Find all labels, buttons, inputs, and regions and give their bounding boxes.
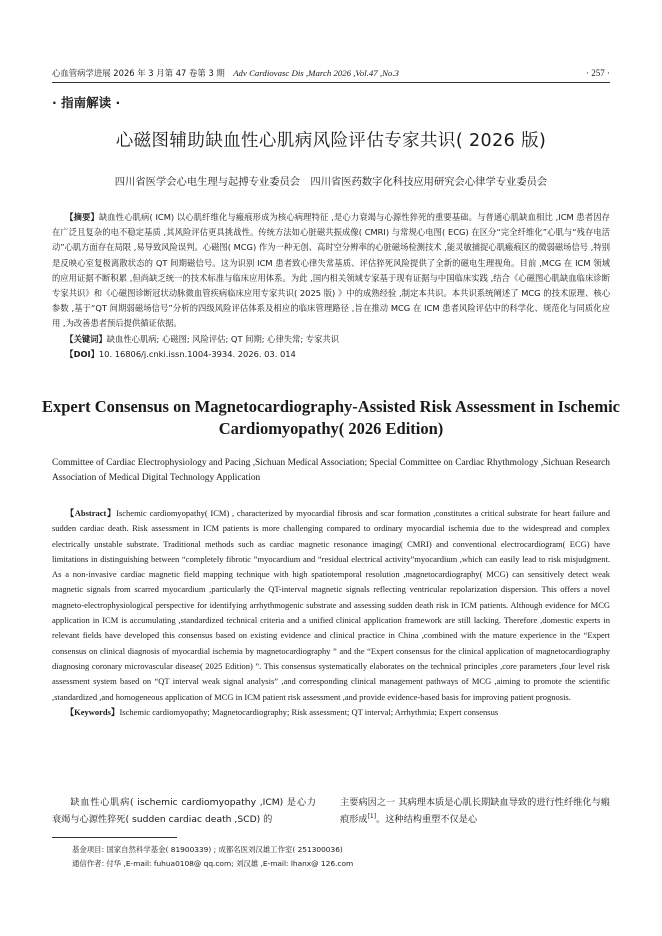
column-tag: · 指南解读 · — [52, 95, 121, 110]
page-number: · 257 · — [586, 68, 610, 78]
issue-zh: 2026 年 3 月第 47 卷第 3 期 — [113, 68, 225, 78]
body-right-text: 主要病因之一 其病理本质是心肌长期缺血导致的进行性纤维化与瘢痕形成 — [340, 797, 610, 825]
authors-zh: 四川省医学会心电生理与起搏专业委员会 四川省医药数字化科技应用研究会心律学专业委员会 — [114, 176, 548, 188]
doi-text[interactable]: 10. 16806/j.cnki.issn.1004-3934. 2026. 03. 014 — [98, 348, 296, 359]
keywords-en-tag: 【Keywords】 — [65, 706, 120, 717]
abstract-en-paragraph — [52, 506, 610, 705]
keywords-en — [52, 705, 610, 720]
abstract-zh — [52, 210, 610, 362]
footnotes — [72, 843, 353, 871]
authors-en: Committee of Cardiac Electrophysiology and Pacing ,Sichuan Medical Association; Special Committee on Cardiac Rhythmology ,Sichuan Research Association of Medical Digital Technology Application — [52, 458, 610, 483]
running-head-left — [52, 66, 399, 80]
abstract-en — [52, 506, 610, 720]
doi-tag: 【DOI】 — [65, 348, 99, 359]
body-right-after: 。这种结构重塑不仅是心 — [376, 814, 478, 825]
body-column-right — [340, 794, 610, 828]
citation-ref[interactable]: [1] — [367, 812, 377, 820]
footnote-fund: 基金项目: 国家自然科学基金( 81900339) ; 成都名医刘汉雄工作室( 251300036) — [72, 845, 343, 854]
abstract-zh-paragraph — [52, 210, 610, 332]
abstract-en-tag: 【Abstract】 — [65, 508, 117, 518]
header-rule — [52, 82, 610, 83]
keywords-zh — [52, 332, 610, 347]
keywords-en-text: Ischemic cardiomyopathy; Magnetocardiography; Risk assessment; QT interval; Arrhythmia; Expert consensus — [119, 706, 499, 717]
doi-line — [52, 347, 610, 362]
body-column-left — [52, 794, 316, 828]
title-en: Expert Consensus on Magnetocardiography-Assisted Risk Assessment in Ischemic Cardiomyopathy( 2026 Edition) — [42, 397, 620, 438]
title-zh: 心磁图辅助缺血性心肌病风险评估专家共识( 2026 版) — [115, 131, 547, 151]
body-paragraph-start: 缺血性心肌病( ischemic cardiomyopathy ,ICM) 是心力衰竭与心源性猝死( sudden cardiac death ,SCD) 的 — [52, 797, 316, 825]
keywords-zh-text: 缺血性心肌病; 心磁图; 风险评估; QT 间期; 心律失常; 专家共识 — [106, 333, 339, 344]
body-columns — [52, 794, 610, 830]
running-head — [52, 66, 610, 80]
keywords-zh-tag: 【关键词】 — [65, 333, 107, 344]
journal-name-zh: 心血管病学进展 — [52, 68, 111, 78]
abstract-zh-tag: 【摘要】 — [65, 212, 99, 222]
journal-name-en: Adv Cardiovasc Dis ,March 2026 ,Vol.47 ,No.3 — [233, 68, 399, 78]
abstract-en-text: Ischemic cardiomyopathy( ICM) , characterized by myocardial fibrosis and scar formation ,constitutes a critical substrate for heart failure and sudden cardiac death. Risk assessment in ICM patients is more challenging compared to ordinary myocardial ischemia due to the widespread and complex electrically unstable substrate. Traditional methods such as cardiac magnetic resonance imaging( CMRI) and conventional electrocardiogram( ECG) have limitations in distinguishing between “completely fibrotic ”myocardium and “residual electrical activity”myocardium ,which can easily lead to risk misjudgment. As a non-invasive cardiac magnetic field mapping technique with high spatiotemporal resolution ,magnetocardiography( MCG) can sensitively detect weak magnetic signals from scarred myocardium ,particularly the QT-interval magnetic signals reflecting ventricular repolarization dispersion. This offers a novel magneto-electrophysiological perspective for identifying arrhythmogenic substrate and assessing sudden death risk in ICM patients. Although evidence for MCG application in ICM is accumulating ,standardized technical criteria and a unified clinical application framework are still lacking. Therefore ,domestic experts in relevant fields have developed this consensus based on existing evidence and clinical practice in China ,combined with the mature experience in the “Expert consensus on clinical diagnosis of myocardial ischemia by magnetocardiography ” and the “Expert consensus for the clinical application of magnetocardiography diagnosing coronary microvascular disease( 2025 Edition) ”. This consensus systematically elaborates on the technical principles ,core parameters ,four level risk assessment system based on “QT interval weak signal analysis” ,and corresponding clinical management pathways of MCG ,aiming to promote the scientific ,standardized ,and homogeneous application of MCG in ICM patient risk assessment ,and provide evidence-based basis for improving patient prognosis. — [52, 508, 610, 702]
footnote-corresponding-authors: 通信作者: 付华 ,E-mail: fuhua0108@ qq.com; 刘汉雄 ,E-mail: lhanx@ 126.com — [72, 859, 354, 868]
abstract-zh-text: 缺血性心肌病( ICM) 以心肌纤维化与瘢痕形成为核心病理特征 ,是心力衰竭与心源性猝死的重要基础。与普通心肌缺血相比 ,ICM 患者因存在广泛且复杂的电不稳定基质 ,其风险评估更具挑战性。传统方法如心脏磁共振成像( CMRI) 与常规心电图( ECG) 在区分“完全纤维化”心肌与“残存电活动”心肌方面存在局限 ,易导致风险误判。心磁图( MCG) 作为一种无创、高时空分辨率的心脏磁场检测技术 ,能灵敏捕捉心肌瘢痕区的微弱磁场信号 ,特别是反映心室复极离散状态的 QT 间期磁信号。这为识别 ICM 患者致心律失常基质、评估猝死风险提供了全新的磁电生理视角。目前 ,MCG 在 ICM 领域的应用证据不断积累 ,但尚缺乏统一的技术标准与临床应用体系。为此 ,国内相关领域专家基于现有证据与中国临床实践 ,结合《心磁图心肌缺血临床诊断专家共识》和《心磁图诊断冠状动脉微血管疾病临床应用专家共识( 2025 版) 》中的成熟经验 ,制定本共识。本共识系统阐述了 MCG 的技术原理、核心参数 ,基于“QT 间期弱磁场信号”分析的四级风险评估体系及相应的临床管理路径 ,旨在推动 MCG 在 ICM 患者风险评估中的科学化、规范化与同质化应用 ,为改善患者预后提供循证依据。 — [52, 212, 610, 329]
body-paragraph-continued — [340, 794, 610, 828]
footnote-rule — [52, 837, 177, 838]
